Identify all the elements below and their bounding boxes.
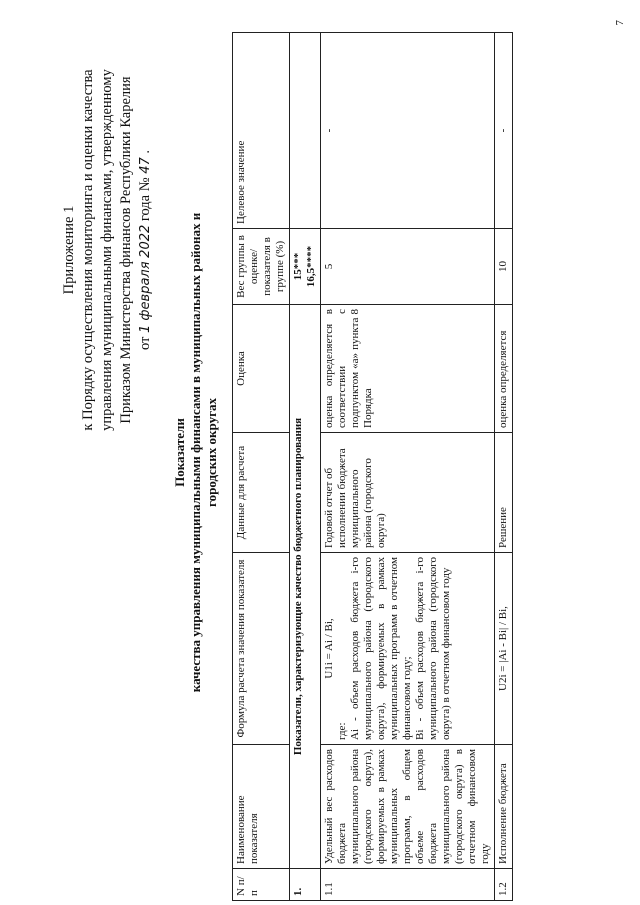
appendix-line-3: управления муниципальными финансами, утвержденному	[99, 69, 115, 431]
appendix-line-4: Приказом Министерства финансов Республики Карелия	[118, 76, 134, 424]
col-formula-header: Формула расчета значения показателя	[233, 553, 290, 745]
appendix-title: Приложение 1	[61, 205, 77, 295]
page-number: 7	[614, 20, 626, 26]
handwritten-year: 2022	[138, 224, 153, 258]
formula-b: Bi - объем расходов бюджета i-го муниципального района (городского округа) в отчетном финансовом году	[414, 557, 452, 740]
doc-subtitle-1: качества управления муниципальными финансами в муниципальных районах и	[188, 212, 203, 693]
section-target	[290, 33, 321, 229]
handwritten-date: 1 февраля	[138, 261, 153, 333]
col-data-header: Данные для расчета	[233, 433, 290, 553]
indicator-weight: 10	[495, 229, 513, 305]
col-target-header: Целевое значение	[233, 33, 290, 229]
indicator-target: -	[321, 33, 495, 229]
section-number: 1.	[290, 869, 321, 901]
indicator-estimate: оценка определяется в соответствии с подпунктом «а» пункта 8 Порядка	[321, 305, 495, 433]
col-name-header: Наименование показателя	[233, 745, 290, 869]
doc-title: Показатели	[172, 418, 187, 487]
indicator-name: Исполнение бюджета	[495, 745, 513, 869]
year-word: года №	[137, 177, 153, 222]
indicator-target: -	[495, 33, 513, 229]
appendix-line-2: к Порядку осуществления мониторинга и оценки качества	[80, 69, 96, 431]
row-number: 1.1	[321, 869, 495, 901]
indicator-name: Удельный вес расходов бюджета муниципального района (городского округа), формируемых в рамках муниципальных программ, в общем объеме расходов бюджета муниципального района (городского округа) в отчетном финансовом году	[321, 745, 495, 869]
date-prefix: от	[137, 336, 153, 351]
table-row	[321, 33, 495, 901]
indicator-data: Решение	[495, 433, 513, 553]
handwritten-number: 47	[138, 157, 153, 174]
indicator-data: Годовой отчет об исполнении бюджета муниципального района (городского округа)	[321, 433, 495, 553]
appendix-header	[60, 40, 155, 460]
indicator-formula	[321, 553, 495, 745]
indicator-estimate: оценка определяется	[495, 305, 513, 433]
col-estimate-header: Оценка	[233, 305, 290, 433]
indicators-table	[232, 32, 513, 901]
formula-main: U1i = Ai / Bi,	[323, 618, 335, 679]
table-row	[495, 33, 513, 901]
row-number: 1.2	[495, 869, 513, 901]
section-title: Показатели, характеризующие качество бюджетного планирования	[290, 305, 321, 869]
section-weight-a: 15***	[292, 252, 304, 281]
indicator-formula: U2i = |Ai - Bi| / Bi,	[495, 553, 513, 745]
appendix-date-line: от 1 февраля 2022 года № 47 .	[137, 149, 153, 351]
col-num-header: N п/п	[233, 869, 290, 901]
table-header-row	[233, 33, 290, 901]
section-weight	[290, 229, 321, 305]
indicator-weight: 5	[321, 229, 495, 305]
section-row	[290, 33, 321, 901]
doc-subtitle-2: городских округах	[204, 398, 219, 507]
formula-where: где:	[336, 722, 348, 740]
section-weight-b: 16,5****	[305, 245, 317, 288]
col-weight-header: Вес группы в оценке/ показателя в группе (%)	[233, 229, 290, 305]
formula-a: Ai - объем расходов бюджета i-го муниципального района (городского округа), формируемых в рамках муниципальных программ в отчетном финансовом году;	[349, 557, 413, 740]
